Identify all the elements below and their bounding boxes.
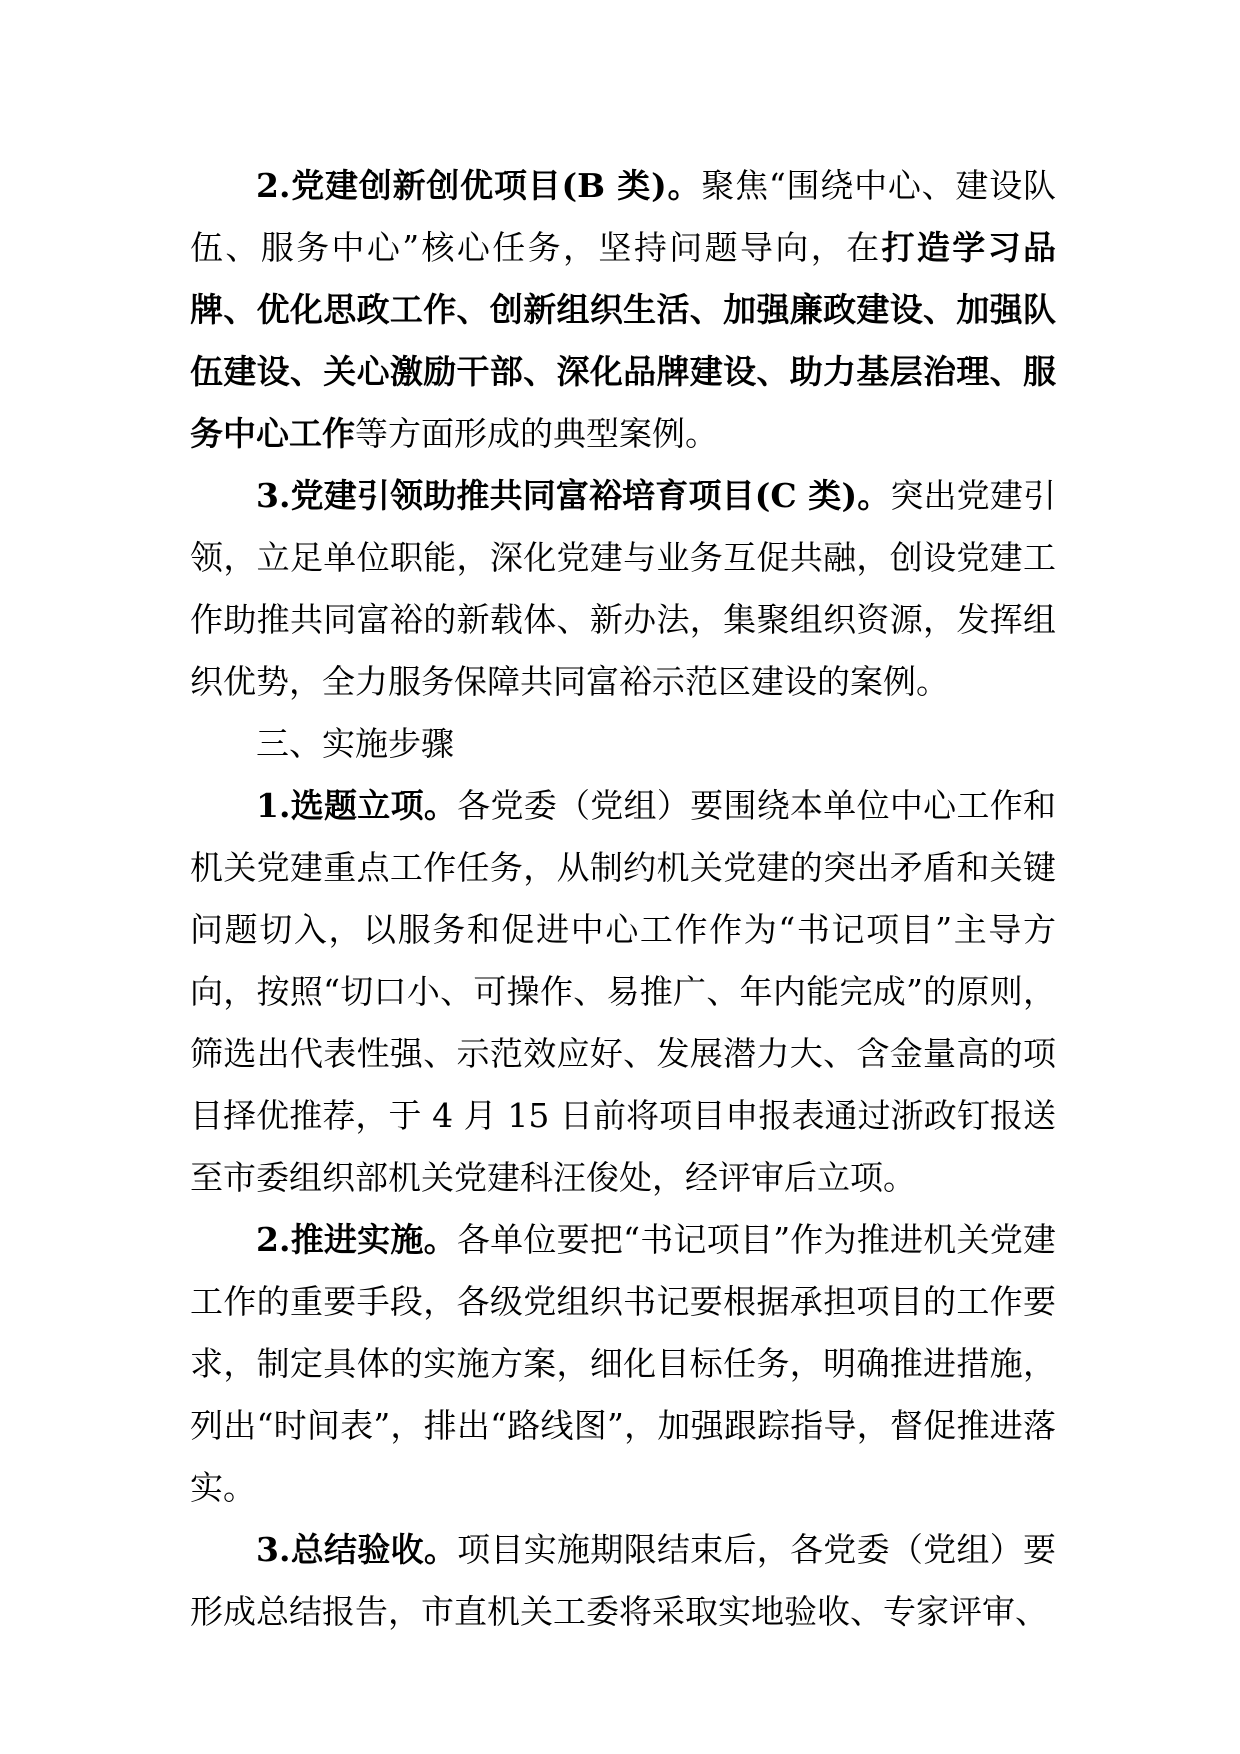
paragraph-text: 各单位要把“书记项目”作为推进机关党建工作的重要手段，各级党组织书记要根据承担项目的工作要求，制定具体的实施方案，细化目标任务，明确推进措施，列出“时间表”，排出“路线图”，加强跟踪指导，督促推进落实。 xyxy=(190,1220,1056,1507)
paragraph-step-2 xyxy=(190,1209,1056,1519)
paragraph-lead: 2.推进实施。 xyxy=(256,1220,457,1259)
paragraph-step-3 xyxy=(190,1519,1056,1643)
document-page xyxy=(190,155,1056,1643)
paragraph-bold-text: 打造学习品牌、优化思政工作、创新组织生活、加强廉政建设、加强队伍建设、关心激励干部、深化品牌建设、助力基层治理、服务中心工作 xyxy=(190,228,1057,453)
paragraph-text: 项目实施期限结束后，各党委（党组）要形成总结报告，市直机关工委将采取实地验收、专家评审、 xyxy=(190,1530,1057,1631)
paragraph-text: 聚焦“围绕中心、建设队伍、服务中心”核心任务，坚持问题导向，在 xyxy=(190,166,1057,267)
paragraph-text: 突出党建引领，立足单位职能，深化党建与业务互促共融，创设党建工作助推共同富裕的新载体、新办法，集聚组织资源，发挥组织优势，全力服务保障共同富裕示范区建设的案例。 xyxy=(190,476,1056,701)
paragraph-text: 等方面形成的典型案例。 xyxy=(355,414,718,453)
paragraph-c-category xyxy=(190,465,1056,713)
section-heading: 三、实施步骤 xyxy=(256,724,454,763)
paragraph-lead: 2.党建创新创优项目(B 类)。 xyxy=(256,166,702,205)
paragraph-lead: 3.党建引领助推共同富裕培育项目(C 类)。 xyxy=(256,476,891,515)
paragraph-text: 各党委（党组）要围绕本单位中心工作和机关党建重点工作任务，从制约机关党建的突出矛盾和关键问题切入，以服务和促进中心工作作为“书记项目”主导方向，按照“切口小、可操作、易推广、年内能完成”的原则，筛选出代表性强、示范效应好、发展潜力大、含金量高的项目择优推荐，于 4 月 15 日前将项目申报表通过浙政钉报送至市委组织部机关党建科汪俊处，经评审后立项。 xyxy=(190,786,1057,1197)
paragraph-lead: 3.总结验收。 xyxy=(256,1530,458,1569)
paragraph-b-category xyxy=(190,155,1056,465)
paragraph-lead: 1.选题立项。 xyxy=(256,786,458,825)
paragraph-step-1 xyxy=(190,775,1056,1209)
